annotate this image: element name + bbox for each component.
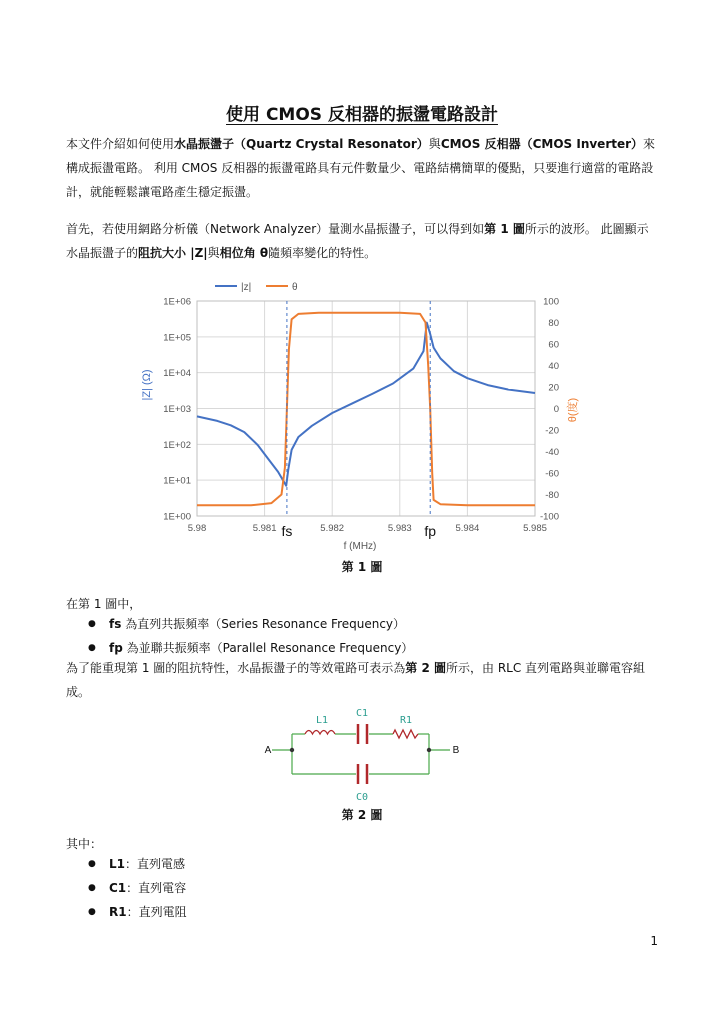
y-left-tick-label: 1E+04 bbox=[163, 368, 191, 380]
list2-intro: 其中： bbox=[66, 837, 103, 851]
terminal-a: A bbox=[264, 745, 272, 756]
x-tick-label: 5.983 bbox=[387, 523, 412, 534]
y-right-tick-label: 60 bbox=[548, 339, 559, 351]
y-left-tick-label: 1E+01 bbox=[163, 475, 191, 487]
terminal-b: B bbox=[452, 745, 460, 756]
y-right-tick-label: 40 bbox=[548, 361, 559, 372]
page-number: 1 bbox=[650, 934, 658, 948]
y-right-tick-label: -40 bbox=[545, 447, 559, 458]
x-tick-label: 5.982 bbox=[320, 523, 345, 534]
measurement-paragraph: 首先，若使用網路分析儀（Network Analyzer）量測水晶振盪子，可以得到如第 1 圖所示的波形。 此圖顯示水晶振盪子的阻抗大小 |Z|與相位角 θ隨頻率變化的特性。 bbox=[66, 222, 649, 260]
equivalent-circuit-diagram bbox=[260, 704, 470, 804]
page-title: 使用 CMOS 反相器的振盪電路設計 bbox=[226, 105, 498, 125]
y-right-tick-label: -80 bbox=[545, 490, 559, 501]
list-item: ● L1：直列電感 bbox=[66, 852, 187, 876]
y-left-tick-label: 1E+06 bbox=[163, 296, 191, 308]
list-item: ● fp 為並聯共振頻率（Parallel Resonance Frequency） bbox=[66, 636, 413, 660]
component-list bbox=[66, 852, 187, 924]
intro-paragraph: 本文件介紹如何使用水晶振盪子（Quartz Crystal Resonator）與CMOS 反相器（CMOS Inverter）來構成振盪電路。 利用 CMOS 反相器的振盪電路具有元件數量少、電路結構簡單的優點，只要進行適當的電路設計，就能輕鬆讓電路產生穩定振盪。 bbox=[66, 137, 656, 199]
y-axis-left-label: |Z| (Ω) bbox=[141, 369, 153, 401]
x-tick-label: 5.984 bbox=[455, 523, 480, 534]
inductor-l1 bbox=[305, 731, 335, 735]
y-left-tick-label: 1E+02 bbox=[163, 439, 191, 451]
y-right-tick-label: -20 bbox=[545, 425, 559, 437]
figure-2-caption: 第 2 圖 bbox=[341, 808, 383, 822]
label-c1: C1 bbox=[355, 708, 369, 719]
list-item: ● R1：直列電阻 bbox=[66, 900, 187, 924]
y-right-tick-label: 100 bbox=[543, 296, 559, 308]
label-l1: L1 bbox=[315, 715, 329, 726]
y-right-tick-label: -100 bbox=[539, 511, 559, 523]
list1-intro: 在第 1 圖中， bbox=[66, 597, 142, 611]
capacitor-c1 bbox=[358, 724, 367, 744]
y-axis-right-label: θ(度) bbox=[567, 397, 579, 423]
y-right-tick-label: -60 bbox=[545, 468, 559, 480]
figure-1-caption: 第 1 圖 bbox=[341, 560, 383, 574]
x-axis-label: f (MHz) bbox=[343, 541, 377, 552]
y-right-tick-label: 80 bbox=[548, 318, 559, 329]
resonance-marker-label: fp bbox=[424, 523, 437, 539]
x-tick-label: 5.98 bbox=[187, 523, 207, 534]
legend-z: |z| bbox=[241, 282, 252, 293]
circuit-paragraph: 為了能重現第 1 圖的阻抗特性，水晶振盪子的等效電路可表示為第 2 圖所示，由 RLC 直列電路與並聯電容組成。 bbox=[66, 661, 646, 699]
y-right-tick-label: 20 bbox=[548, 382, 559, 394]
y-left-tick-label: 1E+03 bbox=[163, 404, 191, 415]
capacitor-c0 bbox=[358, 764, 367, 784]
resistor-r1 bbox=[393, 730, 418, 738]
resonance-marker-label: fs bbox=[281, 523, 293, 539]
y-right-tick-label: 0 bbox=[553, 404, 559, 415]
label-r1: R1 bbox=[399, 715, 413, 726]
list-item: ● C1：直列電容 bbox=[66, 876, 187, 900]
legend-theta: θ bbox=[292, 282, 298, 293]
y-left-tick-label: 1E+05 bbox=[163, 332, 191, 344]
y-left-tick-label: 1E+00 bbox=[163, 511, 191, 523]
x-tick-label: 5.985 bbox=[523, 523, 547, 534]
label-c0: C0 bbox=[355, 792, 369, 803]
impedance-phase-chart bbox=[130, 270, 590, 560]
list-item: ● fs 為直列共振頻率（Series Resonance Frequency） bbox=[66, 612, 413, 636]
resonance-list bbox=[66, 612, 413, 660]
x-tick-label: 5.981 bbox=[252, 523, 277, 534]
